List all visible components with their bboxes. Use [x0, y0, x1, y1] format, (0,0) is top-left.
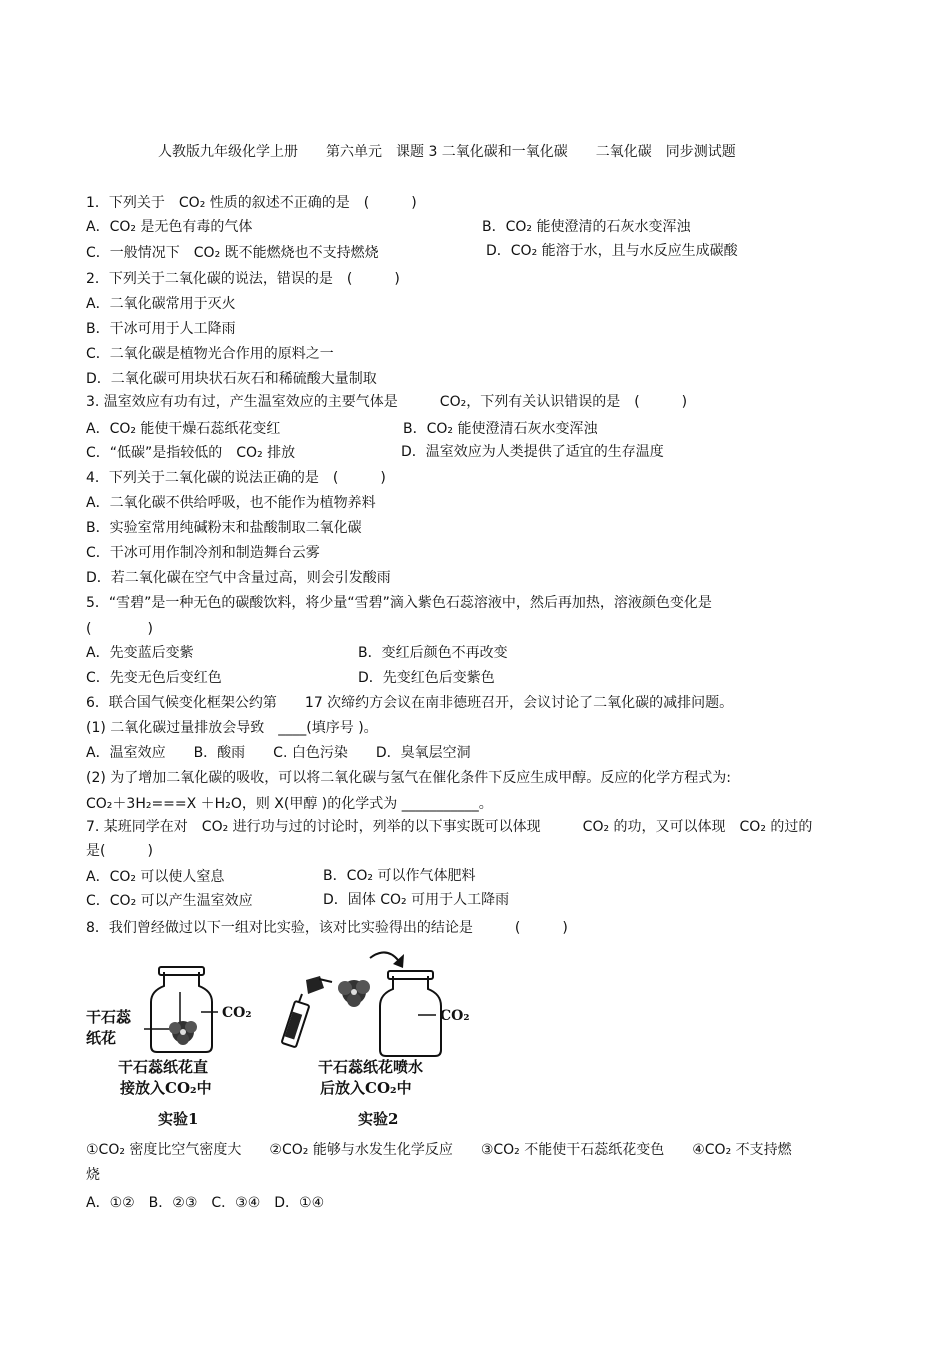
q4-option-d: D．若二氧化碳在空气中含量过高，则会引发酸雨	[86, 570, 391, 586]
q5-option-a: A．先变蓝后变紫	[86, 645, 194, 661]
q4-option-a: A．二氧化碳不供给呼吸，也不能作为植物养料	[86, 495, 376, 511]
q2-option-b: B．干冰可用于人工降雨	[86, 321, 236, 337]
question-1: 1．下列关于 CO₂ 性质的叙述不正确的是 ( )	[86, 195, 417, 211]
question-6: 6．联合国气候变化框架公约第 17 次缔约方会议在南非德班召开，会议讨论了二氧化碳的减排问题。	[86, 695, 734, 711]
exp2-caption-1: 干石蕊纸花喷水	[318, 1058, 424, 1076]
q2-option-d: D．二氧化碳可用块状石灰石和稀硫酸大量制取	[86, 371, 377, 387]
q5-option-b: B．变红后颜色不再改变	[358, 645, 508, 661]
q8-statements: ①CO₂ 密度比空气密度大 ②CO₂ 能够与水发生化学反应 ③CO₂ 不能使干石蕊纸花变色 ④CO₂ 不支持燃	[86, 1142, 792, 1158]
q3-option-a: A．CO₂ 能使干燥石蕊纸花变红	[86, 421, 281, 437]
q1-option-d: D．CO₂ 能溶于水，且与水反应生成碳酸	[486, 243, 738, 259]
curved-arrow-icon	[370, 952, 398, 960]
q3-option-d: D．温室效应为人类提供了适宜的生存温度	[401, 444, 664, 460]
q4-option-c: C．干冰可用作制冷剂和制造舞台云雾	[86, 545, 320, 561]
question-2: 2．下列关于二氧化碳的说法，错误的是 ( )	[86, 271, 400, 287]
q5-option-c: C．先变无色后变红色	[86, 670, 222, 686]
q6-part-2: (2) 为了增加二氧化碳的吸收，可以将二氧化碳与氢气在催化条件下反应生成甲醇。反应的化学方程式为:	[86, 770, 731, 786]
experiment-figure	[80, 942, 470, 1132]
question-3: 3. 温室效应有功有过，产生温室效应的主要气体是 CO₂，下列有关认识错误的是 ( )	[86, 394, 688, 410]
exp2-caption-2: 后放入CO₂中	[320, 1079, 412, 1097]
exp1-co2-label: CO₂	[222, 1005, 252, 1021]
question-5: 5．“雪碧”是一种无色的碳酸饮料，将少量“雪碧”滴入紫色石蕊溶液中，然后再加热，溶液颜色变化是	[86, 595, 712, 611]
q6-part-2-equation: CO₂＋3H₂===X ＋H₂O，则 X(甲醇 )的化学式为 ___________。	[86, 796, 493, 812]
q3-option-c: C．“低碳”是指较低的 CO₂ 排放	[86, 445, 296, 461]
q8-statements-continued: 烧	[86, 1167, 100, 1183]
q7-continued: 是( )	[86, 843, 153, 859]
exp1-side-label-2: 纸花	[86, 1029, 117, 1047]
page-title: 人教版九年级化学上册 第六单元 课题 3 二氧化碳和一氧化碳 二氧化碳 同步测试题	[158, 144, 736, 160]
q6-part-1-options: A．温室效应 B．酸雨 C. 白色污染 D．臭氧层空洞	[86, 745, 471, 761]
spray-bottle-icon	[282, 976, 332, 1047]
exp1-side-label-1: 干石蕊	[86, 1008, 132, 1026]
q7-option-b: B．CO₂ 可以作气体肥料	[323, 868, 476, 884]
question-4: 4．下列关于二氧化碳的说法正确的是 ( )	[86, 470, 386, 486]
paper-flower-2-icon	[338, 980, 370, 1007]
q7-option-d: D．固体 CO₂ 可用于人工降雨	[323, 892, 510, 908]
exp1-caption-2: 接放入CO₂中	[120, 1079, 212, 1097]
q1-option-a: A．CO₂ 是无色有毒的气体	[86, 219, 253, 235]
exp1-caption-1: 干石蕊纸花直	[118, 1058, 209, 1076]
q2-option-c: C．二氧化碳是植物光合作用的原料之一	[86, 346, 334, 362]
bottle-2-icon	[380, 976, 441, 1056]
exp2-name: 实验2	[358, 1110, 399, 1128]
q2-option-a: A．二氧化碳常用于灭火	[86, 296, 236, 312]
q8-options: A．①② B．②③ C．③④ D．①④	[86, 1195, 325, 1211]
question-7: 7. 某班同学在对 CO₂ 进行功与过的讨论时，列举的以下事实既可以体现 CO₂ 的功，又可以体现 CO₂ 的过的	[86, 819, 813, 835]
q4-option-b: B．实验室常用纯碱粉末和盐酸制取二氧化碳	[86, 520, 362, 536]
q1-option-c: C．一般情况下 CO₂ 既不能燃烧也不支持燃烧	[86, 245, 379, 261]
question-8: 8．我们曾经做过以下一组对比实验，该对比实验得出的结论是 ( )	[86, 920, 568, 936]
q1-option-b: B．CO₂ 能使澄清的石灰水变浑浊	[482, 219, 691, 235]
exp2-co2-label: CO₂	[440, 1008, 470, 1024]
q5-option-d: D．先变红色后变紫色	[358, 670, 495, 686]
q6-part-1: (1) 二氧化碳过量排放会导致 ____(填序号 )。	[86, 720, 378, 736]
q5-blank: ( )	[86, 621, 153, 637]
paper-flower-1-icon	[169, 1021, 197, 1045]
q7-option-a: A．CO₂ 可以使人窒息	[86, 869, 225, 885]
q7-option-c: C．CO₂ 可以产生温室效应	[86, 893, 253, 909]
q3-option-b: B．CO₂ 能使澄清石灰水变浑浊	[403, 421, 598, 437]
exp1-name: 实验1	[158, 1110, 199, 1128]
